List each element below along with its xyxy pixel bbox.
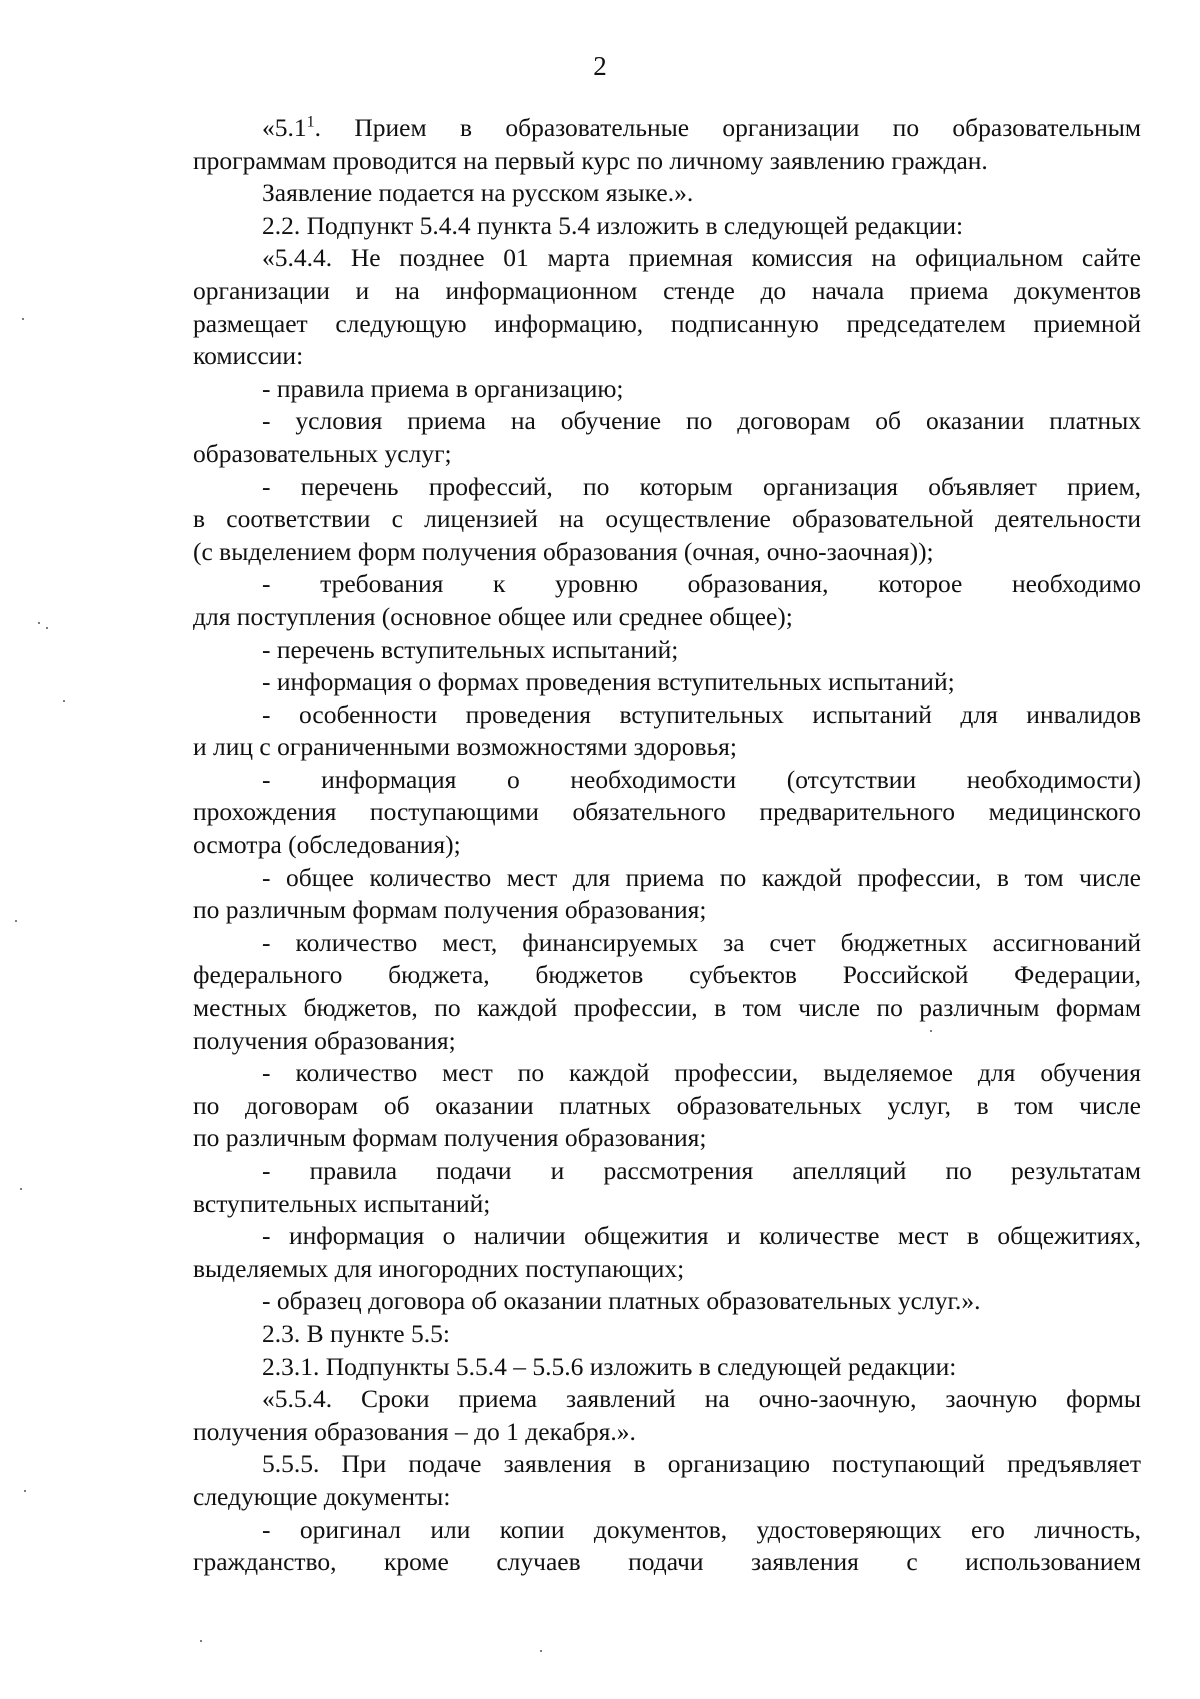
text-run: «5.4.4. Не позднее 01 марта приемная комиссия на официальном сайте [262, 243, 1141, 273]
text-line-content [262, 242, 1141, 275]
text-line [193, 177, 1141, 210]
text-run: 2.3. В пункте 5.5: [262, 1318, 450, 1348]
text-line [193, 731, 1141, 764]
scan-speck [38, 622, 40, 624]
text-line-content [193, 1254, 684, 1283]
text-line-content [193, 1090, 1141, 1123]
text-run: «5.5.4. Сроки приема заявлений на очно-заочную, заочную формы [262, 1384, 1141, 1414]
text-line-content [193, 992, 1141, 1025]
text-run: - особенности проведения вступительных испытаний для инвалидов [262, 699, 1141, 729]
text-line-content [193, 439, 452, 468]
text-line-content [262, 471, 1141, 504]
text-line [193, 1481, 1141, 1514]
text-line-content [193, 503, 1141, 536]
text-line [193, 1351, 1141, 1384]
text-line [193, 1220, 1141, 1253]
scan-speck [15, 920, 17, 922]
scan-speck [20, 1188, 22, 1190]
text-line-content [193, 732, 737, 761]
text-run: образовательных услуг; [193, 438, 452, 468]
text-line-content [262, 211, 963, 240]
text-line [193, 471, 1141, 504]
text-line-content [262, 1352, 956, 1381]
text-line-content [193, 1189, 490, 1218]
text-line-content [262, 667, 955, 696]
text-line [193, 829, 1141, 862]
text-run: программам проводится на первый курс по личному заявлению граждан. [193, 145, 988, 175]
text-line [193, 275, 1141, 308]
scan-speck [22, 318, 24, 320]
text-line [193, 959, 1141, 992]
text-line [193, 634, 1141, 667]
text-line-content [262, 927, 1141, 960]
text-line [193, 862, 1141, 895]
text-line [193, 1090, 1141, 1123]
scan-speck [200, 1640, 202, 1642]
text-line-content [262, 1514, 1141, 1547]
text-line [193, 1416, 1141, 1449]
text-line-content [193, 959, 1141, 992]
text-run: - перечень вступительных испытаний; [262, 634, 679, 664]
text-line [193, 568, 1141, 601]
text-line-content [262, 1448, 1141, 1481]
text-run: (с выделением форм получения образования (очная, очно-заочная)); [193, 536, 934, 566]
text-line [193, 438, 1141, 471]
text-run: размещает следующую информацию, подписанную председателем приемной [193, 308, 1141, 338]
superscript: 1 [306, 113, 315, 131]
text-line-content [193, 308, 1141, 341]
text-run: комиссии: [193, 341, 304, 371]
text-run: вступительных испытаний; [193, 1188, 491, 1218]
text-run: федерального бюджета, бюджетов субъектов Российской Федерации, [193, 960, 1141, 990]
text-line-content [193, 1482, 450, 1511]
text-line [193, 373, 1141, 406]
text-run: - перечень профессий, по которым организация объявляет прием, [262, 471, 1141, 501]
text-line [193, 1025, 1141, 1058]
text-line [193, 145, 1141, 178]
text-line-content [193, 830, 461, 859]
text-line-content [193, 341, 303, 370]
text-line [193, 503, 1141, 536]
text-line-content [262, 1383, 1141, 1416]
text-line [193, 210, 1141, 243]
text-line [193, 764, 1141, 797]
text-line [193, 1122, 1141, 1155]
text-line [193, 1546, 1141, 1579]
text-line-content [262, 1220, 1141, 1253]
scan-speck [24, 1490, 26, 1492]
text-line [193, 699, 1141, 732]
text-run: получения образования; [193, 1025, 456, 1055]
text-run: - условия приема на обучение по договорам об оказании платных [262, 406, 1141, 436]
text-run: - информация о наличии общежития и количестве мест в общежитиях, [262, 1221, 1141, 1251]
text-line [193, 1514, 1141, 1547]
text-run: - общее количество мест для приема по каждой профессии, в том числе [262, 862, 1141, 892]
text-line [193, 1253, 1141, 1286]
text-line [193, 992, 1141, 1025]
text-line-content [193, 146, 988, 175]
text-line [193, 1188, 1141, 1221]
text-line-content [193, 1026, 456, 1055]
text-line-content [193, 1417, 636, 1446]
text-run: в соответствии с лицензией на осуществление образовательной деятельности [193, 504, 1141, 534]
text-line-content [262, 405, 1141, 438]
text-line [193, 536, 1141, 569]
text-run: прохождения поступающими обязательного предварительного медицинского [193, 797, 1141, 827]
text-run: . Прием в образовательные организации по образовательным [314, 113, 1141, 142]
text-run: и лиц с ограниченными возможностями здоровья; [193, 732, 737, 762]
text-line-content [193, 895, 707, 924]
page-number: 2 [593, 51, 607, 81]
text-run: осмотра (обследования); [193, 830, 461, 860]
text-line-content [193, 1123, 707, 1152]
text-line-content [262, 635, 678, 664]
text-line [193, 796, 1141, 829]
text-run: 2.2. Подпункт 5.4.4 пункта 5.4 изложить в следующей редакции: [262, 210, 964, 240]
text-line [193, 308, 1141, 341]
text-line-content [262, 568, 1141, 601]
text-run: по различным формам получения образования; [193, 895, 707, 925]
text-run: - количество мест, финансируемых за счет бюджетных ассигнований [262, 927, 1141, 957]
text-line [193, 242, 1141, 275]
scan-speck [540, 1650, 542, 1652]
text-line [193, 340, 1141, 373]
text-line-content [193, 796, 1141, 829]
text-line [193, 1383, 1141, 1416]
text-run: - образец договора об оказании платных образовательных услуг.». [262, 1286, 981, 1316]
text-run: - оригинал или копии документов, удостоверяющих его личность, [262, 1514, 1141, 1544]
text-run: 2.3.1. Подпункты 5.5.4 – 5.5.6 изложить в следующей редакции: [262, 1351, 957, 1381]
text-run: следующие документы: [193, 1481, 451, 1511]
document-body [193, 112, 1141, 1579]
text-line-content [193, 602, 793, 631]
text-line-content [262, 1286, 981, 1315]
text-line-content [262, 1057, 1141, 1090]
text-line-content [262, 699, 1141, 732]
text-run: - требования к уровню образования, которое необходимо [262, 569, 1141, 599]
text-line [193, 601, 1141, 634]
text-line-content [193, 1546, 1141, 1579]
text-run: для поступления (основное общее или среднее общее); [193, 601, 793, 631]
text-run: по различным формам получения образования; [193, 1123, 707, 1153]
text-line-content [262, 1155, 1141, 1188]
text-line [193, 666, 1141, 699]
text-line-content [262, 862, 1141, 895]
text-line [193, 894, 1141, 927]
text-run: получения образования – до 1 декабря.». [193, 1416, 636, 1446]
scan-speck [930, 1030, 932, 1032]
text-run: по договорам об оказании платных образовательных услуг, в том числе [193, 1090, 1141, 1120]
text-line-content [262, 1319, 450, 1348]
text-run: местных бюджетов, по каждой профессии, в том числе по различным формам [193, 993, 1141, 1023]
text-run: 5.5.5. При подаче заявления в организацию поступающий предъявляет [262, 1449, 1141, 1479]
text-run: - информация о формах проведения вступительных испытаний; [262, 667, 955, 697]
text-run: выделяемых для иногородних поступающих; [193, 1253, 685, 1283]
text-line [193, 1448, 1141, 1481]
scan-speck [63, 700, 65, 702]
text-line [193, 1285, 1141, 1318]
text-run: организации и на информационном стенде до начала приема документов [193, 275, 1141, 305]
text-line-content [262, 764, 1141, 797]
text-line-content [262, 374, 624, 403]
text-line-content [262, 112, 1141, 145]
text-line [193, 1318, 1141, 1351]
text-line [193, 1155, 1141, 1188]
text-line [193, 112, 1141, 145]
text-line [193, 1057, 1141, 1090]
text-run: «5.1 [262, 113, 307, 142]
text-run: - правила приема в организацию; [262, 373, 624, 403]
text-run: - правила подачи и рассмотрения апелляций по результатам [262, 1156, 1141, 1185]
text-line-content [193, 275, 1141, 308]
scan-speck [46, 627, 48, 629]
text-line [193, 405, 1141, 438]
text-line-content [262, 178, 693, 207]
text-run: Заявление подается на русском языке.». [262, 178, 694, 208]
text-run: - количество мест по каждой профессии, выделяемое для обучения [262, 1058, 1141, 1088]
text-run: гражданство, кроме случаев подачи заявления с использованием [193, 1547, 1141, 1577]
text-run: - информация о необходимости (отсутствии необходимости) [262, 764, 1141, 794]
text-line [193, 927, 1141, 960]
text-line-content [193, 537, 934, 566]
